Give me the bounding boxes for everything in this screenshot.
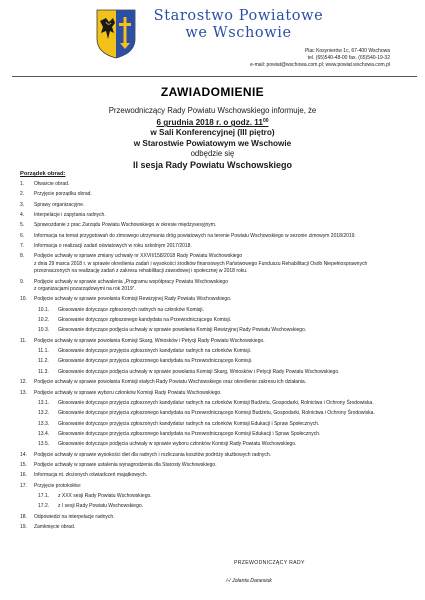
agenda-item-text: Głosowanie dotyczące podjęcia uchwały w sprawie powołania Komisji Skarg, Wniosków i Petycji Rady Powiatu Wschowskiego. [58,368,340,375]
agenda-item-number: 19. [20,524,27,531]
agenda-item-number: 5. [20,222,25,229]
agenda-item-text: Głosowanie dotyczące przyjęcia zgłoszonego kandydata na Przewodniczącego Komisji. [58,358,253,365]
agenda-item-text: Głosowanie dotyczące podjęcia uchwały w sprawie powołania Komisji Rewizyjnej Rady Powiatu Wschowskiego. [58,327,307,334]
agenda-item-number: 9. [20,278,25,285]
agenda-item-text: Podjęcie uchwały w sprawie ustalenia wynagrodzenia dla Starosty Wschowskiego. [34,461,217,468]
agenda-item-text: przeznaczonych na realizację zadań z zakresu rehabilitacji zawodowej i społecznej w 2018 roku. [34,268,248,275]
notice-intro [0,106,425,171]
agenda-item-text: Głosowanie dotyczące przyjęcia zgłoszonych kandydatur radnych na członków Komisji Edukacji i Spraw Społecznych. [58,420,320,427]
agenda-item-number: 10.2. [38,317,50,324]
agenda-item-text: Zamknięcie obrad. [34,524,76,531]
agenda-item-text: Informacja na temat przygotowań do zimowego utrzymania dróg powiatowych na terenie Powiatu Wschowskiego w sezonie zimowym 2018/2019. [34,232,356,239]
organization-name-line2: we Wschowie [185,25,292,41]
signature-name: /-/ Jolanta Danesiuk [226,578,272,584]
agenda-item-number: 12. [20,379,27,386]
agenda-item-text: Otwarcie obrad. [34,181,70,187]
agenda-item-number: 13.3. [38,420,50,427]
agenda-item-number: 11.1. [38,348,49,355]
agenda-item-text: Głosowanie dotyczące przyjęcia zgłoszonego kandydata na Przewodniczącego Komisji Budżetu, Gospodarki, Rolnictwa i Ochrony Środowiska. [58,410,375,417]
agenda-item-text: Głosowanie dotyczące przyjęcia zgłoszonego kandydata na Przewodniczącego Komisji Edukacji i Spraw Społecznych. [58,430,321,437]
agenda-item-text: Głosowanie dotyczące przyjęcia zgłoszonych kandydatur radnych na członków Komisji. [58,348,252,355]
agenda-item-text: z dnia 29 marca 2018 r. w sprawie określenia zadań i wysokości środków finansowych Państwowego Funduszu Rehabilitacji Osób Niepełnosprawnych [34,260,368,267]
meeting-time-minutes: 00 [262,118,269,125]
notice-title: ZAWIADOMIENIE [160,85,265,99]
agenda-item-number: 10.3. [38,327,50,334]
email-website: e-mail: powiat@wschowa.com.pl; www.powiat.wschowa.com.pl [250,62,390,69]
coat-of-arms-icon [96,9,136,59]
agenda-item-text: z XXX sesji Rady Powiatu Wschowskiego. [58,493,152,499]
agenda-item-text: z I sesji Rady Powiatu Wschowskiego. [58,503,144,510]
agenda-item-number: 13.4. [38,430,50,437]
agenda-item-text: Głosowanie dotyczące zgłoszonego kandydata na Przewodniczącego Komisji. [58,317,232,324]
signature-role: PRZEWODNICZĄCY RADY [234,560,305,566]
agenda-item-text: Podjęcie uchwały w sprawie wysokości diet dla radnych i rozliczania kosztów podróży służbowych radnych. [34,451,272,458]
agenda-item-number: 3. [20,201,25,208]
agenda-item-number: 11. [20,337,27,344]
meeting-date-text: 6 grudnia 2018 r. o godz. 11 [156,118,263,128]
agenda-item-text: Sprawy organizacyjne. [34,201,85,208]
session-name: II sesja Rady Powiatu Wschowskiego [132,160,293,171]
header-divider [12,76,417,77]
agenda-item-text: z organizacjami pozarządowymi na rok 2019”. [34,286,136,292]
agenda-item-number: 2. [20,191,25,198]
agenda-item-number: 7. [20,243,25,250]
agenda-item-number: 13.5. [38,441,50,448]
agenda-item-text: Głosowanie dotyczące przyjęcia zgłoszonych kandydatur radnych na członków Komisji Budżetu, Gospodarki, Rolnictwa i Ochrony Środowiska. [58,399,374,406]
agenda-item-number: 18. [20,513,27,520]
agenda-item-number: 17.1. [38,493,50,499]
agenda-item-text: Przyjęcie porządku obrad. [34,191,92,198]
organization-name [146,8,331,42]
address: Plac Kosynierów 1c, 67-400 Wschowa [304,48,390,54]
agenda-item-text: Odpowiedzi na interpelacje radnych. [34,513,115,520]
agenda-label: Porządek obrad: [20,171,66,177]
agenda-item-text: Podjęcie uchwały w sprawie powołania Komisji stałych Rady Powiatu Wschowskiego oraz określenie zakresu ich działania. [34,379,307,386]
agenda-item-text: Głosowanie dotyczące podjęcia uchwały w sprawie wyboru członków Komisji Rady Powiatu Wschowskiego. [58,441,297,448]
agenda-item-number: 13. [20,389,27,396]
agenda-item-text: Przyjęcie protokołów: [34,482,82,489]
agenda-item-number: 13.2. [38,410,50,417]
agenda-item-number: 15. [20,461,27,468]
agenda-item-text: Głosowanie dotyczące zgłoszonych radnych na członków Komisji. [58,306,204,313]
agenda-item-number: 17. [20,482,27,489]
agenda-item-text: Interpelacje i zapytania radnych. [34,212,106,219]
agenda-item-text: Informacja nt. złożonych oświadczeń majątkowych. [34,472,148,479]
agenda-item-text: Podjęcie uchwały w sprawie wyboru członków Komisji Rady Powiatu Wschowskiego. [34,389,222,396]
agenda-item-text: Sprawozdanie z prac Zarządu Powiatu Wschowskiego w okresie międzysesyjnym. [34,222,217,229]
agenda-item-number: 6. [20,232,25,239]
agenda-item-text: Podjęcie uchwały w sprawie powołania Komisji Rewizyjnej Rady Powiatu Wschowskiego. [34,296,232,303]
agenda-item-number: 10. [20,296,27,303]
agenda-item-number: 17.2. [38,503,50,510]
intro-will-be-held: odbędzie się [190,148,235,158]
contact-block [150,48,390,70]
agenda-item-number: 4. [20,212,25,219]
phone-fax: tel. (65)540-48-00 fax. (65)540-19-32 [307,55,390,62]
agenda-item-number: 1. [20,181,25,187]
agenda-item-number: 8. [20,253,25,260]
agenda-item-number: 13.1. [38,399,50,406]
agenda-item-number: 10.1. [38,306,50,313]
agenda-item-number: 11.3. [38,368,49,375]
agenda-item-text: Podjęcie uchwały w sprawie zmiany uchwały nr XXVII/158/2018 Rady Powiatu Wschowskiego [34,253,243,260]
agenda-item-number: 11.2. [38,358,49,365]
meeting-room: w Sali Konferencyjnej (III piętro) [150,128,275,138]
intro-line: Przewodniczący Rady Powiatu Wschowskiego informuje, że [108,106,317,115]
meeting-date [0,116,425,128]
meeting-building: w Starostwie Powiatowym we Wschowie [133,138,292,148]
agenda-item-text: Podjęcie uchwały w sprawie powołania Komisji Skarg, Wniosków i Petycji Rady Powiatu Wschowskiego. [34,337,265,344]
agenda-item-number: 14. [20,451,27,458]
agenda-item-number: 16. [20,472,27,479]
organization-name-line1: Starostwo Powiatowe [153,8,324,24]
agenda-item-text: Informacja o realizacji zadań oświatowych w roku szkolnym 2017/2018. [34,243,192,250]
agenda-item-text: Podjęcie uchwały w sprawie uchwalenia „Programu współpracy Powiatu Wschowskiego [34,278,228,285]
